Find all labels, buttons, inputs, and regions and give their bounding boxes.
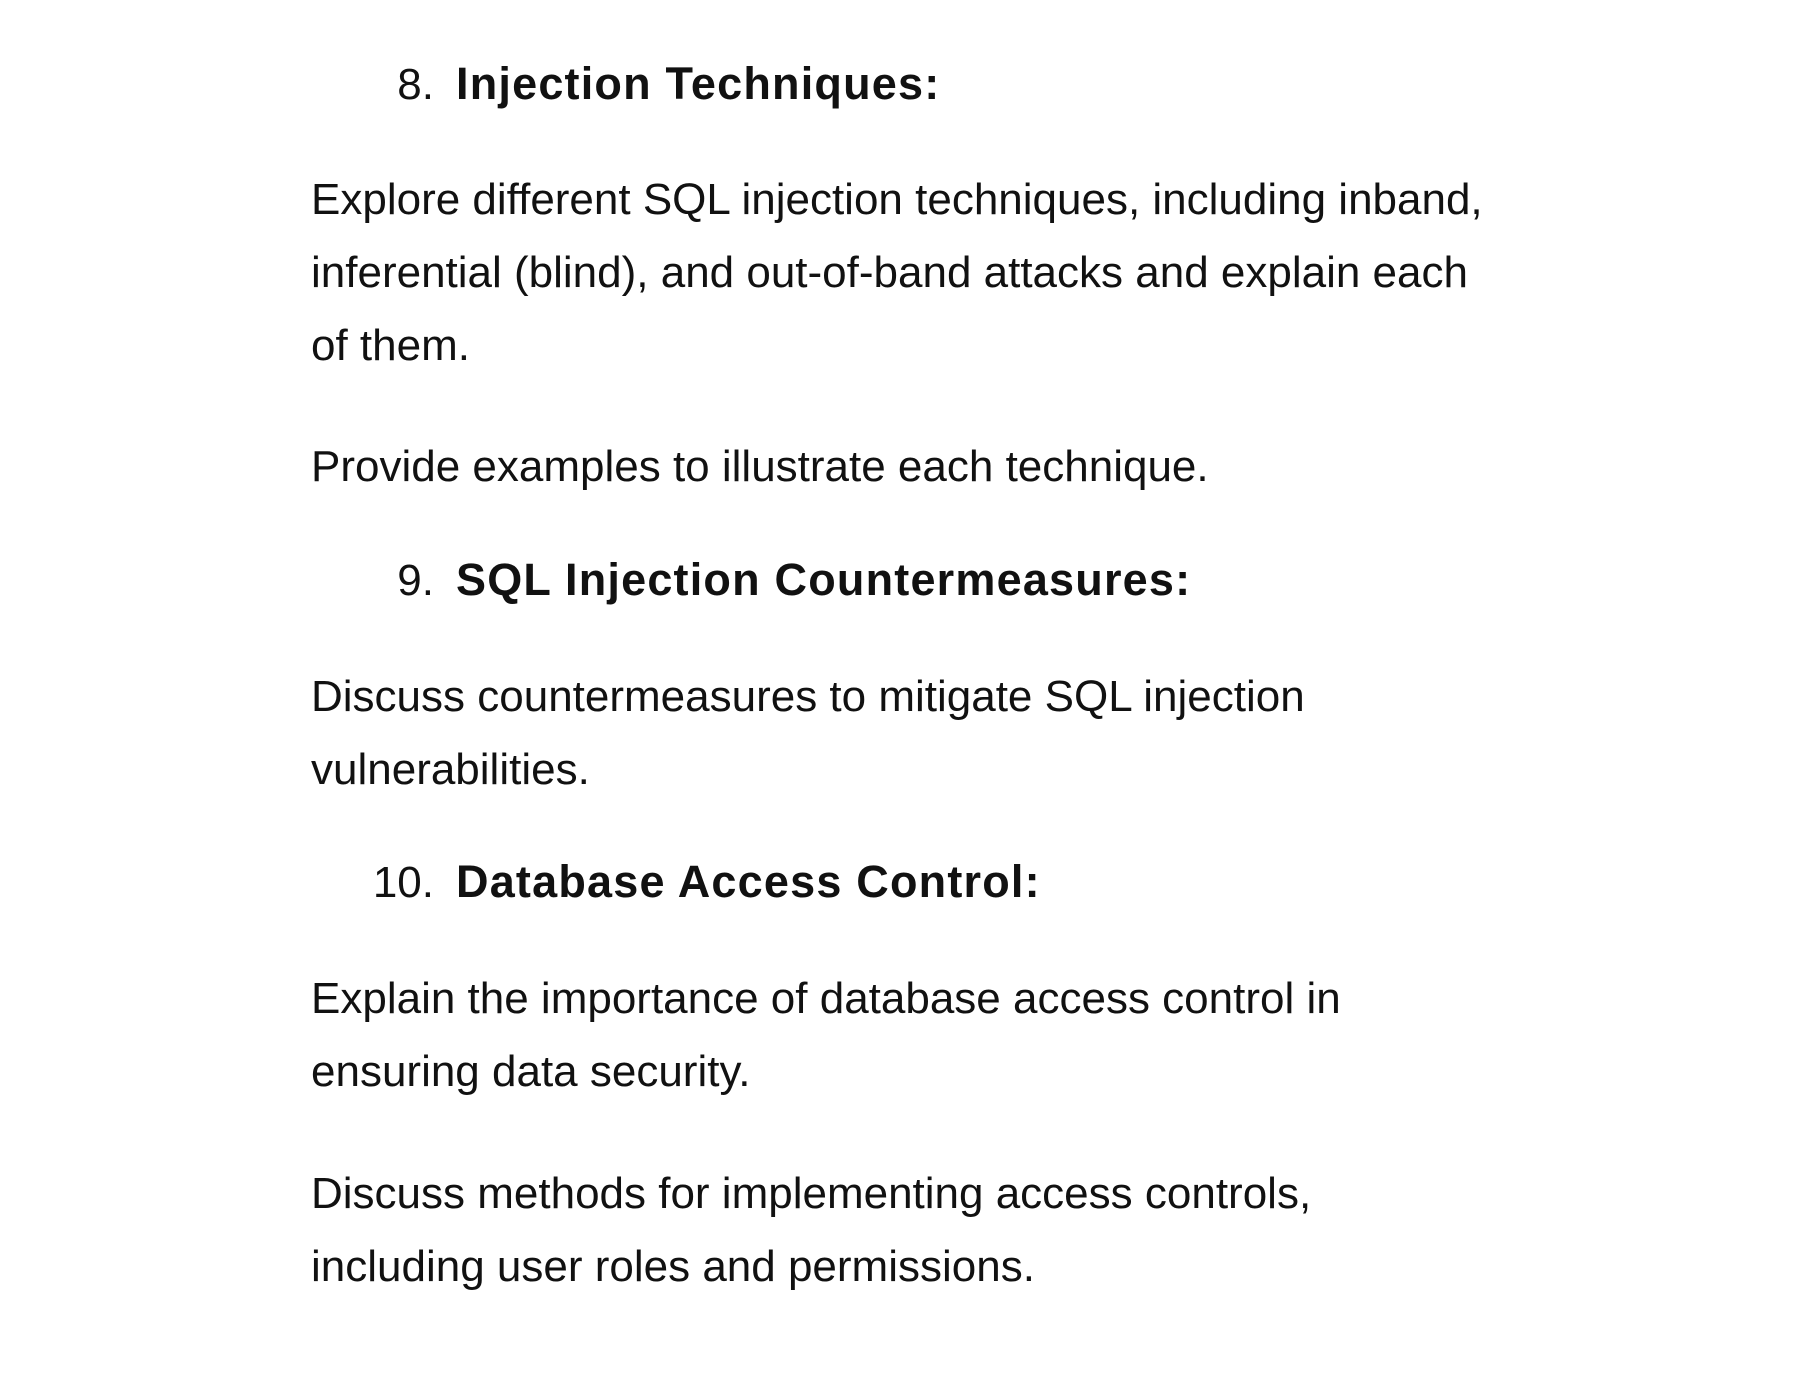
paragraph: Provide examples to illustrate each technique. — [311, 442, 1209, 491]
section-title: SQL Injection Countermeasures: — [456, 554, 1192, 605]
section-title: Injection Techniques: — [456, 58, 941, 109]
paragraph: Explore different SQL injection techniques, including inband, inferential (blind), and out-of-band attacks and explain each of them. — [311, 175, 1483, 370]
section-heading-8 — [311, 54, 940, 114]
paragraph: Explain the importance of database access control in ensuring data security. — [311, 974, 1341, 1096]
document-page — [311, 0, 1511, 1392]
paragraph: Discuss countermeasures to mitigate SQL injection vulnerabilities. — [311, 672, 1305, 794]
section-number: 9. — [397, 556, 434, 605]
section-heading-9 — [311, 550, 1191, 610]
section-title: Database Access Control: — [456, 856, 1041, 907]
section-heading-10 — [311, 852, 1041, 912]
section-number: 10. — [372, 858, 434, 907]
section-number: 8. — [397, 60, 434, 109]
paragraph: Discuss methods for implementing access controls, including user roles and permissions. — [311, 1169, 1312, 1291]
